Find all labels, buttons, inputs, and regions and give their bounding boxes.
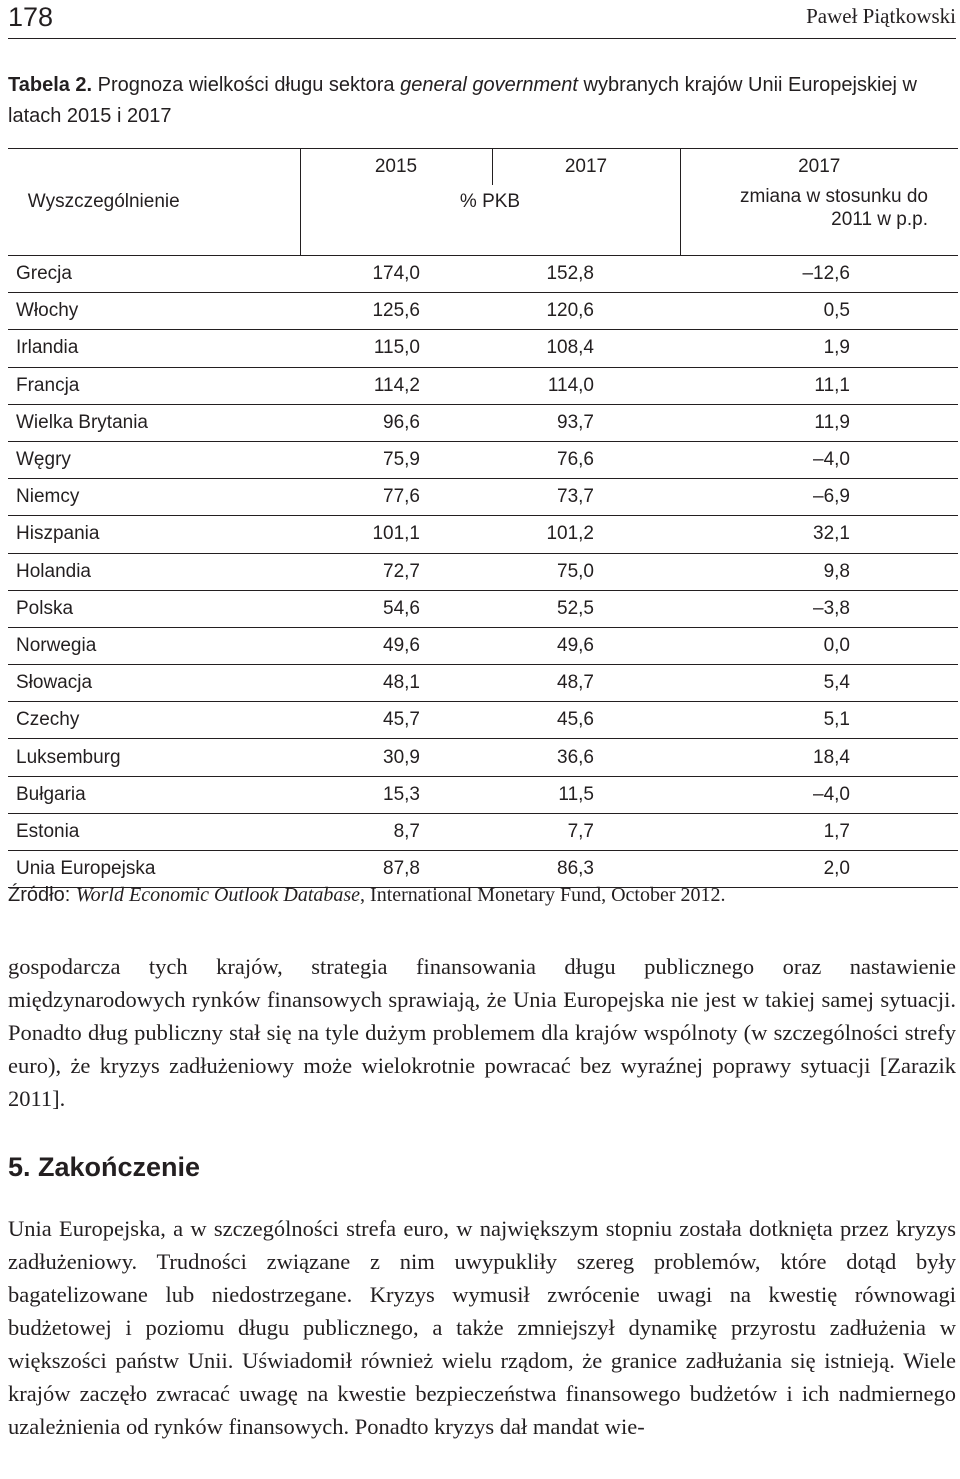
value-2015: 101,1 bbox=[300, 516, 492, 553]
value-change: 32,1 bbox=[680, 516, 958, 553]
value-2015: 15,3 bbox=[300, 776, 492, 813]
table-source bbox=[8, 884, 726, 907]
value-change: –4,0 bbox=[680, 776, 958, 813]
table-row bbox=[8, 590, 958, 627]
value-2015: 72,7 bbox=[300, 553, 492, 590]
value-change: 1,7 bbox=[680, 813, 958, 850]
header-2015: 2015 bbox=[300, 149, 492, 186]
table-row bbox=[8, 330, 958, 367]
value-2015: 75,9 bbox=[300, 441, 492, 478]
table-row bbox=[8, 479, 958, 516]
value-change: –12,6 bbox=[680, 256, 958, 293]
caption-text-1: Prognoza wielkości długu sektora bbox=[92, 74, 401, 96]
value-change: –4,0 bbox=[680, 441, 958, 478]
country-name: Słowacja bbox=[8, 665, 300, 702]
header-2017: 2017 bbox=[492, 149, 680, 186]
value-2017: 108,4 bbox=[492, 330, 680, 367]
country-name: Estonia bbox=[8, 813, 300, 850]
country-name: Włochy bbox=[8, 293, 300, 330]
caption-text-2: wybranych krajów Unii Europejskiej w latach 2015 i 2017 bbox=[8, 74, 917, 127]
table-row bbox=[8, 293, 958, 330]
value-change: 0,5 bbox=[680, 293, 958, 330]
value-change: 5,4 bbox=[680, 665, 958, 702]
country-name: Holandia bbox=[8, 553, 300, 590]
value-2017: 76,6 bbox=[492, 441, 680, 478]
value-2017: 101,2 bbox=[492, 516, 680, 553]
value-2017: 45,6 bbox=[492, 702, 680, 739]
table-row bbox=[8, 702, 958, 739]
country-name: Irlandia bbox=[8, 330, 300, 367]
table-row bbox=[8, 256, 958, 293]
table-row bbox=[8, 404, 958, 441]
value-2017: 152,8 bbox=[492, 256, 680, 293]
value-change: 11,9 bbox=[680, 404, 958, 441]
value-change: 18,4 bbox=[680, 739, 958, 776]
country-name: Norwegia bbox=[8, 627, 300, 664]
value-2015: 114,2 bbox=[300, 367, 492, 404]
country-name: Niemcy bbox=[8, 479, 300, 516]
value-change: 11,1 bbox=[680, 367, 958, 404]
value-2017: 114,0 bbox=[492, 367, 680, 404]
table-row bbox=[8, 739, 958, 776]
value-2015: 48,1 bbox=[300, 665, 492, 702]
table-row bbox=[8, 516, 958, 553]
country-name: Polska bbox=[8, 590, 300, 627]
header-wyszczegolnienie: Wyszczególnienie bbox=[8, 149, 300, 256]
paragraph-2: Unia Europejska, a w szczególności strefa euro, w największym stopniu została dotknięta przez kryzys zadłużeniowy. Trudności związane z nim uwypukliły szereg problemów, które dotąd były bagatelizowane lub niedostrzegane. Kryzys wymusił zwrócenie uwagi na kwestię równowagi budżetowej i poziomu długu publicznego, a także zmniejszył dynamikę przyrostu zadłużenia w większości państw Unii. Uświadomił również wielu rządom, że granice zadłużania się istnieją. Wiele krajów zaczęło zwracać uwagę na kwestie bezpieczeństwa finansowego budżetów i ich nadmiernego uzależnienia od rynków finansowych. Ponadto kryzys dał mandat wie- bbox=[8, 1216, 956, 1439]
country-name: Wielka Brytania bbox=[8, 404, 300, 441]
value-2015: 49,6 bbox=[300, 627, 492, 664]
table-row bbox=[8, 776, 958, 813]
source-label: Źródło: bbox=[8, 884, 76, 906]
value-2015: 77,6 bbox=[300, 479, 492, 516]
debt-table bbox=[8, 148, 958, 888]
value-2017: 93,7 bbox=[492, 404, 680, 441]
value-2015: 87,8 bbox=[300, 851, 492, 888]
country-name: Luksemburg bbox=[8, 739, 300, 776]
value-change: 2,0 bbox=[680, 851, 958, 888]
table-row bbox=[8, 813, 958, 850]
header-change-desc: zmiana w stosunku do 2011 w p.p. bbox=[680, 185, 958, 256]
table-row bbox=[8, 553, 958, 590]
page-number: 178 bbox=[8, 2, 54, 32]
caption-italic: general government bbox=[400, 74, 578, 96]
value-change: 5,1 bbox=[680, 702, 958, 739]
country-name: Węgry bbox=[8, 441, 300, 478]
value-2017: 49,6 bbox=[492, 627, 680, 664]
value-2017: 75,0 bbox=[492, 553, 680, 590]
table-row bbox=[8, 367, 958, 404]
paragraph-1: gospodarcza tych krajów, strategia finansowania długu publicznego oraz nastawienie międzynarodowych rynków finansowych sprawiają, że Unia Europejska nie jest w takiej samej sytuacji. Ponadto dług publiczny stał się na tyle dużym problemem dla krajów wspólnoty (w szczególności strefy euro), że kryzys zadłużeniowy może wielokrotnie powracać bez wyraźnej poprawy sytuacji [Zarazik 2011]. bbox=[8, 954, 956, 1111]
country-name: Bułgaria bbox=[8, 776, 300, 813]
value-2015: 54,6 bbox=[300, 590, 492, 627]
header-unit: % PKB bbox=[300, 185, 680, 256]
value-2015: 96,6 bbox=[300, 404, 492, 441]
section-heading: 5. Zakończenie bbox=[8, 1152, 201, 1182]
source-italic: World Economic Outlook Database bbox=[75, 884, 361, 906]
table-row bbox=[8, 441, 958, 478]
author-name: Paweł Piątkowski bbox=[806, 4, 956, 28]
value-2017: 11,5 bbox=[492, 776, 680, 813]
table-caption bbox=[8, 70, 956, 132]
value-2015: 8,7 bbox=[300, 813, 492, 850]
value-change: 9,8 bbox=[680, 553, 958, 590]
value-2017: 52,5 bbox=[492, 590, 680, 627]
caption-label: Tabela 2. bbox=[8, 74, 93, 96]
value-change: 1,9 bbox=[680, 330, 958, 367]
value-2017: 36,6 bbox=[492, 739, 680, 776]
country-name: Francja bbox=[8, 367, 300, 404]
source-rest: , International Monetary Fund, October 2012. bbox=[360, 884, 726, 906]
country-name: Grecja bbox=[8, 256, 300, 293]
country-name: Hiszpania bbox=[8, 516, 300, 553]
value-2015: 30,9 bbox=[300, 739, 492, 776]
value-2015: 125,6 bbox=[300, 293, 492, 330]
value-2015: 115,0 bbox=[300, 330, 492, 367]
value-2017: 73,7 bbox=[492, 479, 680, 516]
value-change: –6,9 bbox=[680, 479, 958, 516]
value-change: –3,8 bbox=[680, 590, 958, 627]
value-2017: 48,7 bbox=[492, 665, 680, 702]
value-2017: 120,6 bbox=[492, 293, 680, 330]
value-2017: 86,3 bbox=[492, 851, 680, 888]
country-name: Unia Europejska bbox=[8, 851, 300, 888]
value-2017: 7,7 bbox=[492, 813, 680, 850]
value-2015: 174,0 bbox=[300, 256, 492, 293]
page-header bbox=[8, 0, 956, 39]
table-row bbox=[8, 627, 958, 664]
header-2017-change: 2017 bbox=[680, 149, 958, 186]
table-row bbox=[8, 665, 958, 702]
value-change: 0,0 bbox=[680, 627, 958, 664]
table-row bbox=[8, 851, 958, 888]
country-name: Czechy bbox=[8, 702, 300, 739]
value-2015: 45,7 bbox=[300, 702, 492, 739]
